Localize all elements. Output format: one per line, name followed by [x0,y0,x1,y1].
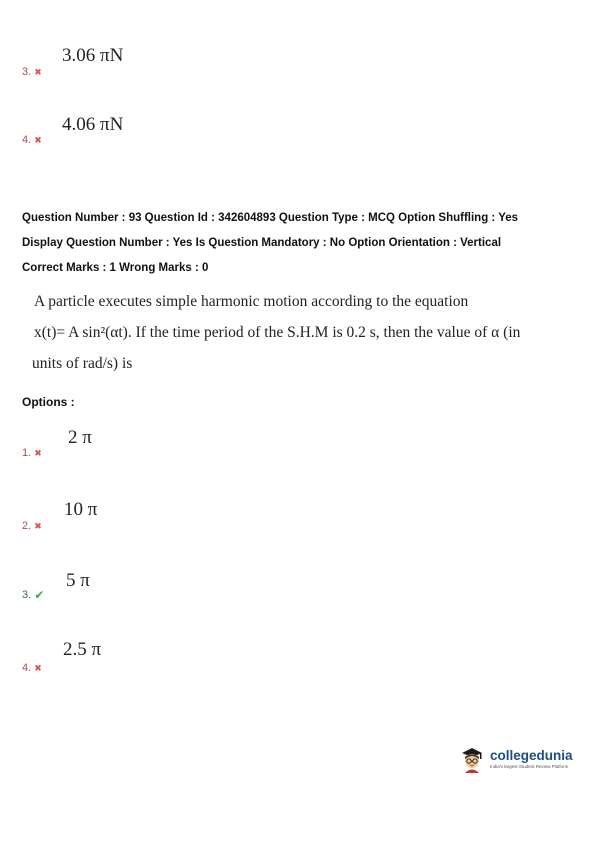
cross-mark-icon: ✖ [34,662,42,673]
option-1-value: 2 π [68,427,92,448]
question-text [32,286,521,379]
question-line-2: x(t)= A sin²(αt). If the time period of the S.H.M is 0.2 s, then the value of α (in [34,324,521,341]
question-line-1: A particle executes simple harmonic motion according to the equation [34,293,469,310]
option-number-label: 3. [22,66,32,78]
student-mascot-icon [458,744,486,774]
option-3-value: 5 π [66,570,90,591]
prev-option-3-value: 3.06 πN [62,45,124,66]
cross-mark-icon: ✖ [34,520,42,531]
question-meta-line-1: Question Number : 93 Question Id : 342604893 Question Type : MCQ Option Shuffling : Yes [22,212,519,224]
question-meta-line-3: Correct Marks : 1 Wrong Marks : 0 [22,262,209,274]
option-2-number [22,520,42,532]
option-3-number [22,589,44,601]
prev-option-4-number [22,134,42,146]
option-4-number [22,662,42,674]
option-number-label: 4. [22,134,32,146]
option-number-label: 3. [22,589,32,601]
logo-tagline: India's largest Student Review Platform [490,764,569,769]
question-line-3: units of rad/s) is [32,355,133,372]
question-meta-line-2: Display Question Number : Yes Is Question Mandatory : No Option Orientation : Vertical [22,237,502,249]
cross-mark-icon: ✖ [34,134,42,145]
check-mark-icon: ✔ [34,588,45,602]
option-1-number [22,447,42,459]
prev-option-3-number [22,66,42,78]
prev-option-4-value: 4.06 πN [62,114,124,135]
option-number-label: 1. [22,447,32,459]
collegedunia-logo [458,744,573,774]
option-4-value: 2.5 π [63,639,102,660]
logo-name: collegedunia [490,747,573,763]
option-2-value: 10 π [64,499,98,520]
cross-mark-icon: ✖ [34,447,42,458]
option-number-label: 2. [22,520,32,532]
option-number-label: 4. [22,662,32,674]
options-label: Options : [22,395,75,409]
cross-mark-icon: ✖ [34,66,42,77]
